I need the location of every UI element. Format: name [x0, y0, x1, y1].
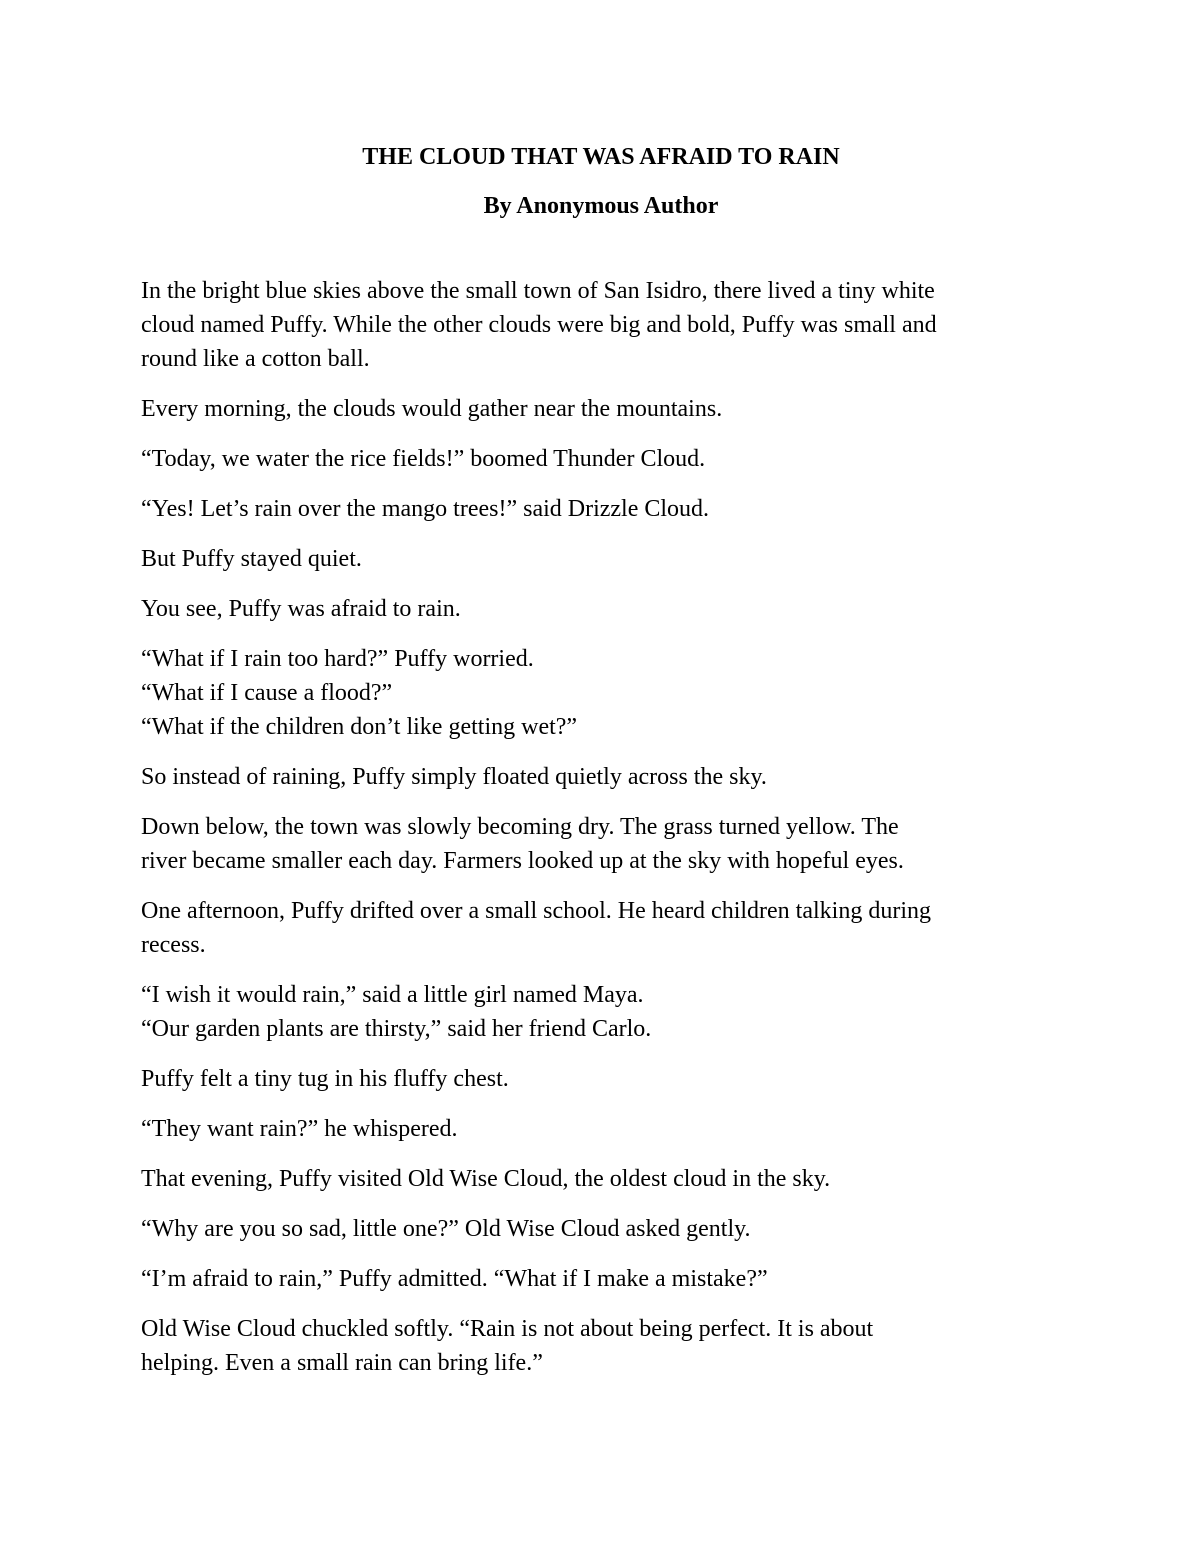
paragraph [141, 542, 1061, 576]
paragraph-line: Every morning, the clouds would gather near the mountains. [141, 396, 723, 422]
document-content [141, 140, 1061, 1396]
paragraph [141, 894, 1061, 962]
paragraph-line: “Our garden plants are thirsty,” said her friend Carlo. [141, 1016, 652, 1042]
paragraph-line: cloud named Puffy. While the other clouds were big and bold, Puffy was small and [141, 312, 937, 338]
paragraph [141, 1062, 1061, 1096]
paragraph [141, 1112, 1061, 1146]
paragraph [141, 274, 1061, 376]
paragraph [141, 978, 1061, 1046]
paragraph [141, 492, 1061, 526]
paragraph-line: “They want rain?” he whispered. [141, 1116, 458, 1142]
paragraph-line: helping. Even a small rain can bring life.” [141, 1350, 543, 1376]
paragraph-line: Down below, the town was slowly becoming dry. The grass turned yellow. The [141, 814, 899, 840]
paragraph [141, 1312, 1061, 1380]
paragraph [141, 392, 1061, 426]
paragraph-line: “I wish it would rain,” said a little girl named Maya. [141, 982, 644, 1008]
paragraph [141, 810, 1061, 878]
paragraph-line: “Yes! Let’s rain over the mango trees!” said Drizzle Cloud. [141, 496, 710, 522]
paragraph [141, 642, 1061, 744]
paragraph [141, 442, 1061, 476]
paragraph-line: river became smaller each day. Farmers looked up at the sky with hopeful eyes. [141, 848, 904, 874]
paragraph [141, 1212, 1061, 1246]
paragraph-line: “Today, we water the rice fields!” boomed Thunder Cloud. [141, 446, 706, 472]
paragraph-line: “What if I cause a flood?” [141, 680, 393, 706]
paragraph-line: round like a cotton ball. [141, 346, 370, 372]
paragraph-line: In the bright blue skies above the small town of San Isidro, there lived a tiny white [141, 278, 935, 304]
story-byline: By Anonymous Author [483, 193, 719, 219]
story-body [141, 274, 1061, 1380]
paragraph-line: One afternoon, Puffy drifted over a small school. He heard children talking during [141, 898, 931, 924]
paragraph-line: recess. [141, 932, 206, 958]
paragraph-line: You see, Puffy was afraid to rain. [141, 596, 461, 622]
paragraph-line: “What if I rain too hard?” Puffy worried. [141, 646, 534, 672]
story-title: THE CLOUD THAT WAS AFRAID TO RAIN [362, 144, 840, 170]
paragraph-line: “Why are you so sad, little one?” Old Wise Cloud asked gently. [141, 1216, 751, 1242]
paragraph [141, 760, 1061, 794]
paragraph-line: Puffy felt a tiny tug in his fluffy chest. [141, 1066, 509, 1092]
paragraph-line: So instead of raining, Puffy simply floated quietly across the sky. [141, 764, 767, 790]
paragraph-line: But Puffy stayed quiet. [141, 546, 362, 572]
paragraph [141, 592, 1061, 626]
paragraph-line: Old Wise Cloud chuckled softly. “Rain is not about being perfect. It is about [141, 1316, 874, 1342]
paragraph-line: “I’m afraid to rain,” Puffy admitted. “What if I make a mistake?” [141, 1266, 768, 1292]
paragraph-line: That evening, Puffy visited Old Wise Cloud, the oldest cloud in the sky. [141, 1166, 831, 1192]
paragraph [141, 1162, 1061, 1196]
paragraph-line: “What if the children don’t like getting wet?” [141, 714, 578, 740]
paragraph [141, 1262, 1061, 1296]
